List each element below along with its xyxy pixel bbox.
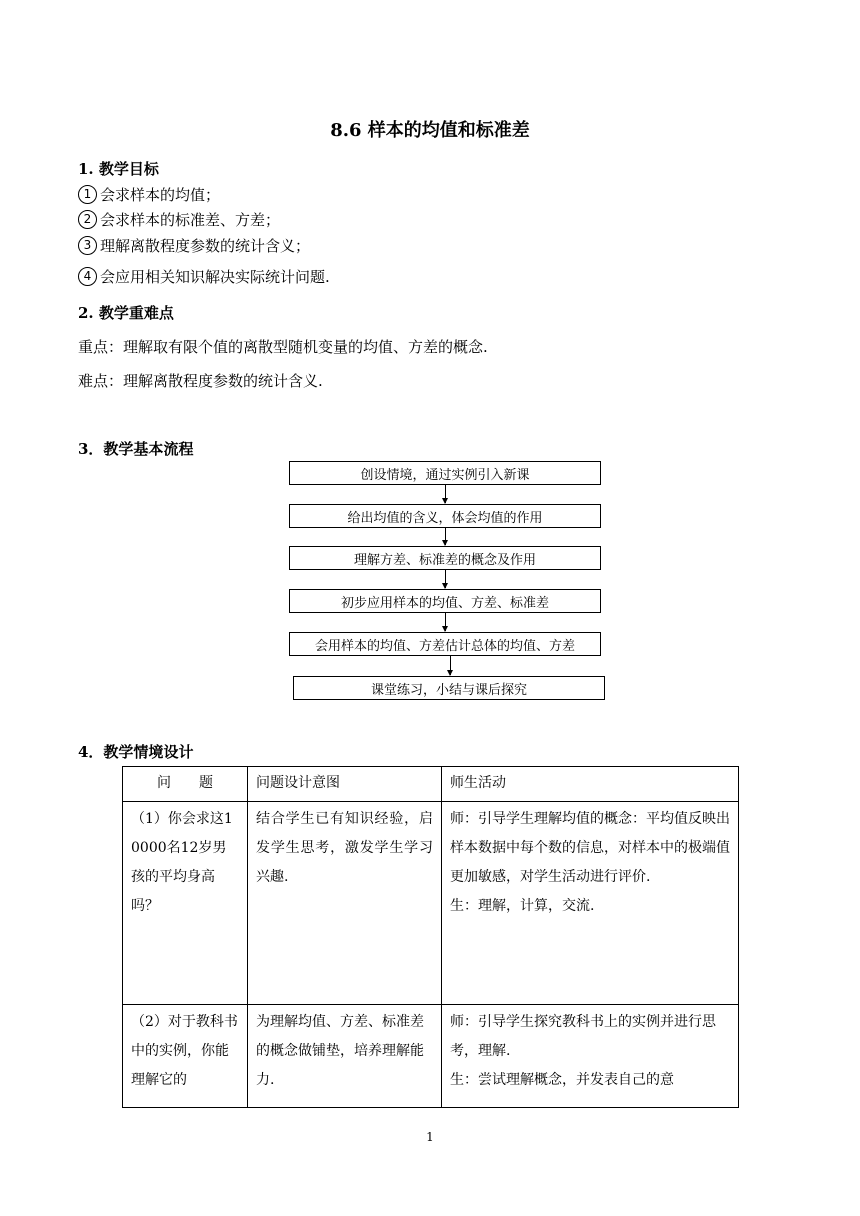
flow-step: 课堂练习，小结与课后探究	[293, 676, 605, 700]
activity-cell	[442, 1005, 739, 1108]
table-header-cell: 问题设计意图	[248, 767, 442, 802]
key-point: 重点：理解取有限个值的离散型随机变量的均值、方差的概念.	[78, 338, 488, 356]
goal-text: 理解离散程度参数的统计含义；	[100, 237, 311, 255]
flow-arrow	[445, 528, 446, 545]
circled-number: 2	[78, 210, 97, 229]
goal-text: 会应用相关知识解决实际统计问题.	[100, 268, 330, 286]
flow-arrow	[445, 613, 446, 631]
table-header-cell: 问 题	[123, 767, 248, 802]
flow-arrow	[450, 656, 451, 675]
intent-cell: 结合学生已有知识经验，启发学生思考，激发学生学习兴趣.	[248, 802, 442, 1005]
goal-text: 会求样本的标准差、方差；	[100, 211, 281, 229]
difficult-point: 难点：理解离散程度参数的统计含义.	[78, 372, 323, 390]
section-heading-design: 4．教学情境设计	[78, 743, 194, 761]
flow-step: 理解方差、标准差的概念及作用	[289, 546, 601, 570]
flow-step: 给出均值的含义，体会均值的作用	[289, 504, 601, 528]
table-header-cell: 师生活动	[442, 767, 739, 802]
teacher-activity: 师：引导学生探究教科书上的实例并进行思考，理解.	[450, 1014, 716, 1059]
table-row	[123, 1005, 739, 1108]
student-activity: 生：理解，计算，交流.	[450, 898, 595, 914]
page-title: 8.6 样本的均值和标准差	[330, 120, 530, 141]
section-heading-flow: 3．教学基本流程	[78, 440, 194, 458]
goal-item	[78, 266, 330, 287]
student-activity: 生：尝试理解概念，并发表自己的意	[450, 1072, 674, 1088]
flow-step: 会用样本的均值、方差估计总体的均值、方差	[289, 632, 601, 656]
intent-cell: 为理解均值、方差、标准差的概念做铺垫，培养理解能力.	[248, 1005, 442, 1108]
teacher-activity: 师：引导学生理解均值的概念：平均值反映出样本数据中每个数的信息，对样本中的极端值更加敏感，对学生活动进行评价.	[450, 811, 730, 885]
table-header-row	[123, 767, 739, 802]
goal-item	[78, 235, 310, 256]
circled-number: 1	[78, 185, 97, 204]
circled-number: 3	[78, 236, 97, 255]
section-heading-key-points: 2. 教学重难点	[78, 304, 174, 322]
flow-arrow	[445, 570, 446, 588]
flow-arrow	[445, 485, 446, 503]
table-row	[123, 802, 739, 1005]
design-table	[122, 766, 739, 1108]
goal-text: 会求样本的均值；	[100, 186, 221, 204]
activity-cell	[442, 802, 739, 1005]
goal-item	[78, 184, 220, 205]
flow-step: 创设情境，通过实例引入新课	[289, 461, 601, 485]
circled-number: 4	[78, 267, 97, 286]
question-cell: （1）你会求这10000名12岁男孩的平均身高吗？	[123, 802, 248, 1005]
flow-step: 初步应用样本的均值、方差、标准差	[289, 589, 601, 613]
goal-item	[78, 209, 280, 230]
page-number: 1	[426, 1130, 434, 1144]
section-heading-goals: 1. 教学目标	[78, 160, 159, 178]
question-cell: （2）对于教科书中的实例，你能理解它的	[123, 1005, 248, 1108]
